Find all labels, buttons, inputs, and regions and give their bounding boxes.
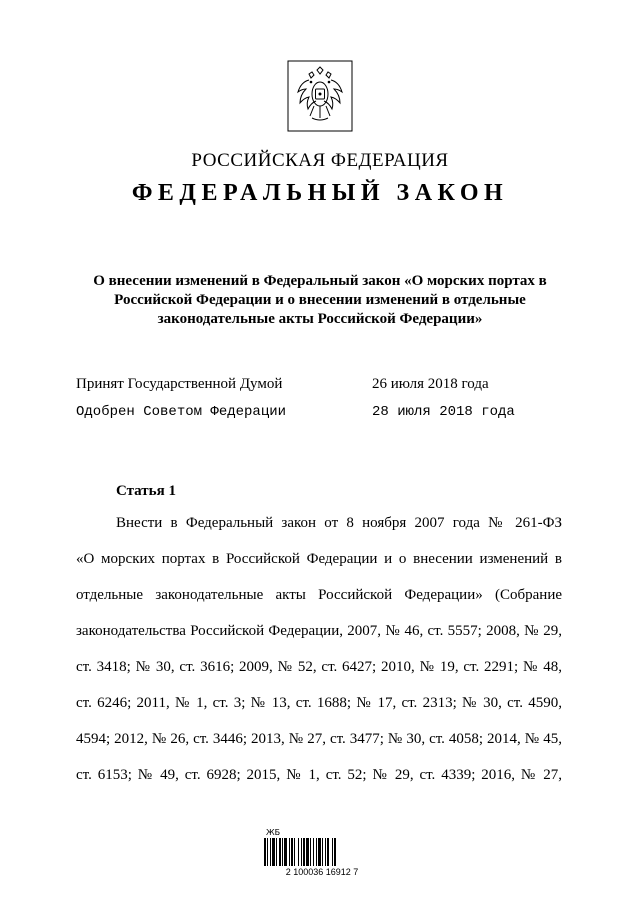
document-barcode [262, 828, 382, 880]
approval-duma-date: 26 июля 2018 года [372, 376, 489, 392]
law-title-line: О внесении изменений в Федеральный закон «О морских портах в [93, 273, 547, 289]
article-text-line: ст. 6153; № 49, ст. 6928; 2015, № 1, ст. 52; № 29, ст. 4339; 2016, № 27, [76, 767, 562, 783]
state-emblem-icon [287, 60, 353, 132]
article-text-line: Внести в Федеральный закон от 8 ноября 2007 года № 261-ФЗ [116, 515, 562, 531]
approval-council-date: 28 июля 2018 года [372, 404, 515, 420]
article-text-line: ст. 3418; № 30, ст. 3616; 2009, № 52, ст. 6427; 2010, № 19, ст. 2291; № 48, [76, 659, 562, 675]
approval-council-label: Одобрен Советом Федерации [76, 404, 287, 420]
printer-logo: ЖБ [266, 828, 281, 837]
article-text-line: законодательства Российской Федерации, 2007, № 46, ст. 5557; 2008, № 29, [76, 623, 562, 639]
law-title [70, 272, 570, 329]
approval-duma-label: Принят Государственной Думой [76, 376, 283, 392]
barcode-number: 2 100036 16912 7 [285, 867, 359, 877]
law-title-line: Российской Федерации и о внесении изменений в отдельные [114, 292, 526, 308]
article-text-line: отдельные законодательные акты Российской Федерации» (Собрание [76, 587, 562, 603]
article-text-line: «О морских портах в Российской Федерации и о внесении изменений в [76, 551, 562, 567]
law-type-heading: ФЕДЕРАЛЬНЫЙ ЗАКОН [131, 180, 509, 206]
country-name: РОССИЙСКАЯ ФЕДЕРАЦИЯ [191, 150, 449, 171]
article-text-line: ст. 6246; 2011, № 1, ст. 3; № 13, ст. 1688; № 17, ст. 2313; № 30, ст. 4590, [76, 695, 562, 711]
law-title-line: законодательные акты Российской Федерации» [157, 311, 483, 327]
article-heading: Статья 1 [116, 483, 176, 499]
article-text-line: 4594; 2012, № 26, ст. 3446; 2013, № 27, ст. 3477; № 30, ст. 4058; 2014, № 45, [76, 731, 562, 747]
barcode-icon [264, 838, 378, 866]
